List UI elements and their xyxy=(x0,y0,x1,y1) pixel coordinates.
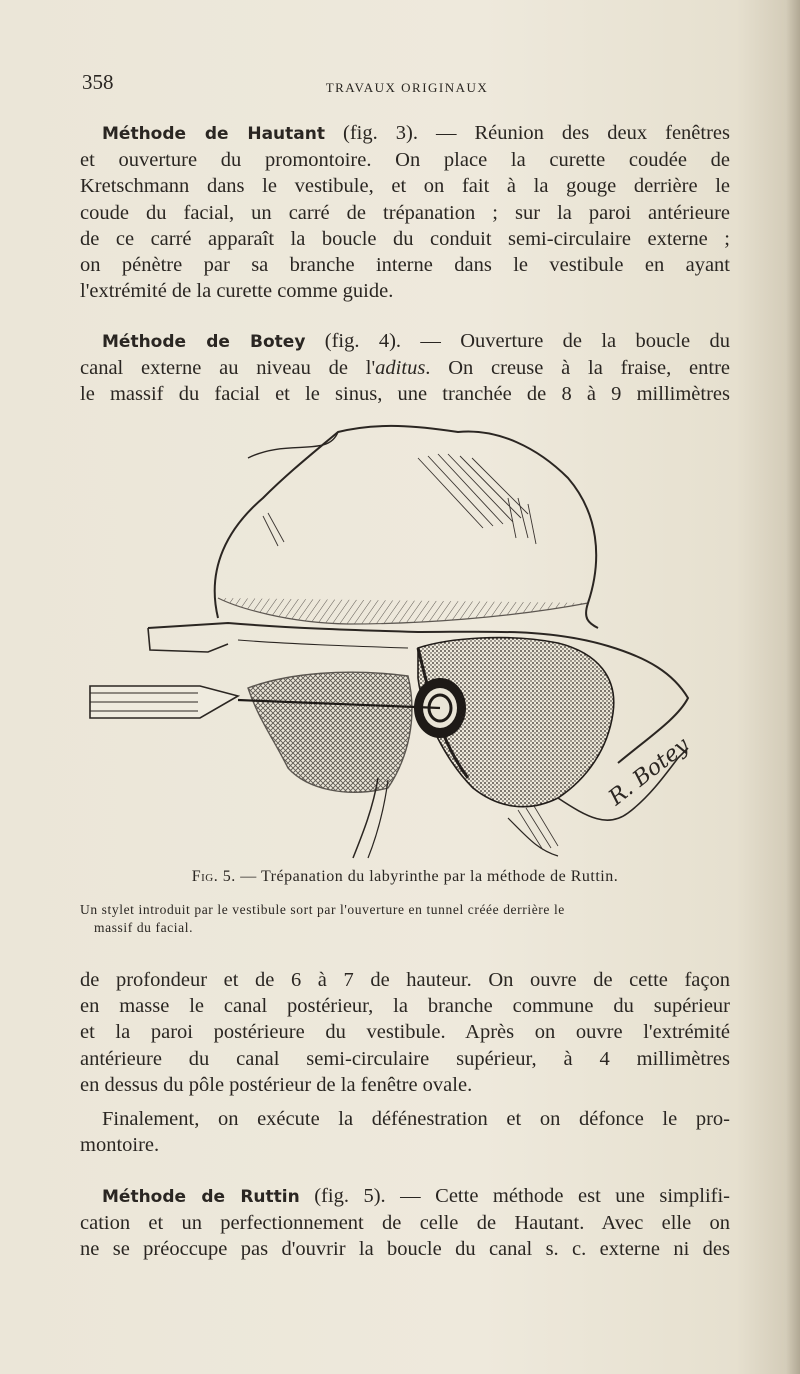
paragraph-botey xyxy=(80,328,730,408)
italic-term-aditus: aditus xyxy=(375,357,426,380)
figure-label: Fig. 5. xyxy=(191,868,236,885)
paragraph-hautant xyxy=(80,120,730,304)
paragraph-continuation xyxy=(80,967,730,1098)
text-line: antérieure du canal semi-circulaire supérieur, à 4 millimètres xyxy=(80,1047,730,1070)
running-title: TRAVAUX ORIGINAUX xyxy=(325,80,489,95)
running-head xyxy=(82,70,732,100)
text-line: le massif du facial et le sinus, une tranchée de 8 à 9 millimètres xyxy=(80,383,730,406)
text-line: de ce carré apparaît la boucle du conduit semi-circulaire externe ; xyxy=(80,227,730,250)
figure-caption-body xyxy=(80,901,730,937)
text-line: ne se préoccupe pas d'ouvrir la boucle du canal s. c. externe ni des xyxy=(80,1238,730,1261)
illustrator-signature: R. Botey xyxy=(604,732,694,811)
text-line: Méthode de Botey (fig. 4). — Ouverture de la boucle du xyxy=(102,330,730,352)
text-line: en masse le canal postérieur, la branche commune du supérieur xyxy=(80,995,730,1018)
figure-5-illustration xyxy=(88,418,720,860)
text-line: et ouverture du promontoire. On place la curette coudée de xyxy=(80,149,730,172)
page-gutter-shadow xyxy=(786,0,800,1374)
text-line: cation et un perfectionnement de celle de Hautant. Avec elle on xyxy=(80,1212,730,1235)
method-heading-ruttin: Méthode de Ruttin xyxy=(102,1187,300,1207)
text-line: montoire. xyxy=(80,1134,160,1157)
method-heading-hautant: Méthode de Hautant xyxy=(102,124,325,144)
text-line: Méthode de Hautant (fig. 3). — Réunion des deux fenêtres xyxy=(102,122,731,144)
figure-caption-title: Fig. 5. — Trépanation du labyrinthe par la méthode de Ruttin. xyxy=(191,868,619,885)
text-line: de profondeur et de 6 à 7 de hauteur. On ouvre de cette façon xyxy=(80,969,730,991)
method-heading-botey: Méthode de Botey xyxy=(102,332,306,352)
text-line: coude du facial, un carré de trépanation ; sur la paroi antérieure xyxy=(80,201,730,224)
paragraph-ruttin xyxy=(80,1183,730,1263)
paragraph-finalement xyxy=(80,1106,730,1158)
text-line: l'extrémité de la curette comme guide. xyxy=(80,280,394,303)
text-line: Finalement, on exécute la défénestration et on défonce le pro- xyxy=(102,1108,730,1130)
text-line: on pénètre par sa branche interne dans le vestibule en ayant xyxy=(80,254,730,277)
text-line: et la paroi postérieure du vestibule. Après on ouvre l'extrémité xyxy=(80,1021,730,1044)
text-line: canal externe au niveau de l'aditus. On creuse à la fraise, entre xyxy=(80,357,730,380)
facial-massif xyxy=(248,672,412,792)
page-number: 358 xyxy=(82,70,114,94)
caption-line: Un stylet introduit par le vestibule sort par l'ouverture en tunnel créée derrière le xyxy=(80,902,565,917)
skull-dome xyxy=(215,426,598,628)
text-line: en dessus du pôle postérieur de la fenêtre ovale. xyxy=(80,1073,473,1096)
caption-line: massif du facial. xyxy=(94,920,194,935)
text-line: Kretschmann dans le vestibule, et on fait à la gouge derrière le xyxy=(80,175,730,198)
text-line: Méthode de Ruttin (fig. 5). — Cette méthode est une simplifi- xyxy=(102,1185,730,1207)
